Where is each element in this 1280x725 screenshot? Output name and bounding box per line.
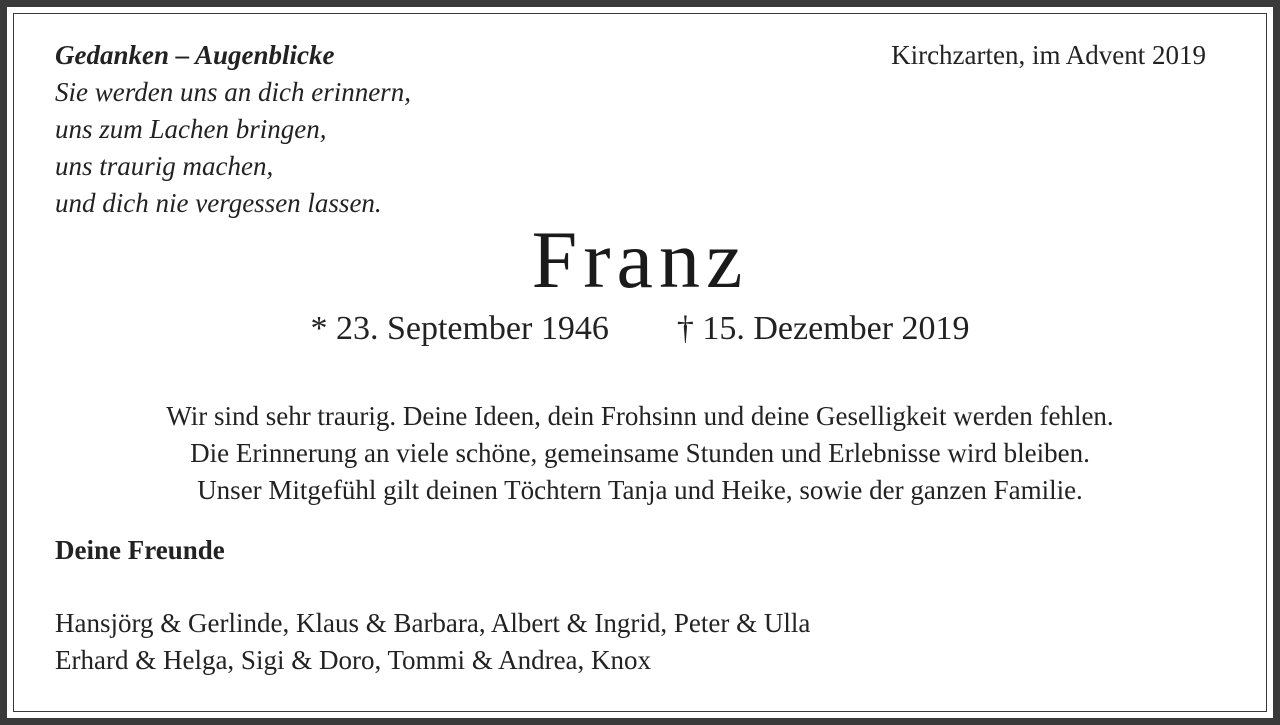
message-line-2: Die Erinnerung an viele schöne, gemeinsame Stunden und Erlebnisse wird bleiben. — [190, 438, 1090, 468]
names-line-2: Erhard & Helga, Sigi & Doro, Tommi & Andrea, Knox — [55, 645, 652, 675]
message-line-3: Unser Mitgefühl gilt deinen Töchtern Tanja und Heike, sowie der ganzen Familie. — [197, 475, 1083, 505]
names-line-1: Hansjörg & Gerlinde, Klaus & Barbara, Albert & Ingrid, Peter & Ulla — [55, 608, 811, 638]
life-dates — [0, 307, 1280, 351]
poem-line-3: uns traurig machen, — [55, 151, 274, 181]
memorial-poem — [55, 37, 411, 222]
poem-title: Gedanken – Augenblicke — [55, 40, 335, 70]
death-date: † 15. Dezember 2019 — [676, 310, 970, 347]
poem-line-4: und dich nie vergessen lassen. — [55, 188, 382, 218]
poem-line-1: Sie werden uns an dich erinnern, — [55, 77, 411, 107]
poem-line-2: uns zum Lachen bringen, — [55, 114, 327, 144]
condolence-message — [0, 398, 1280, 509]
signature: Deine Freunde — [55, 535, 225, 565]
friends-names — [55, 605, 810, 679]
birth-date: * 23. September 1946 — [310, 310, 609, 347]
message-line-1: Wir sind sehr traurig. Deine Ideen, dein Frohsinn und deine Geselligkeit werden fehlen. — [166, 401, 1114, 431]
deceased-name: Franz — [531, 214, 749, 305]
place-and-date: Kirchzarten, im Advent 2019 — [891, 40, 1206, 70]
